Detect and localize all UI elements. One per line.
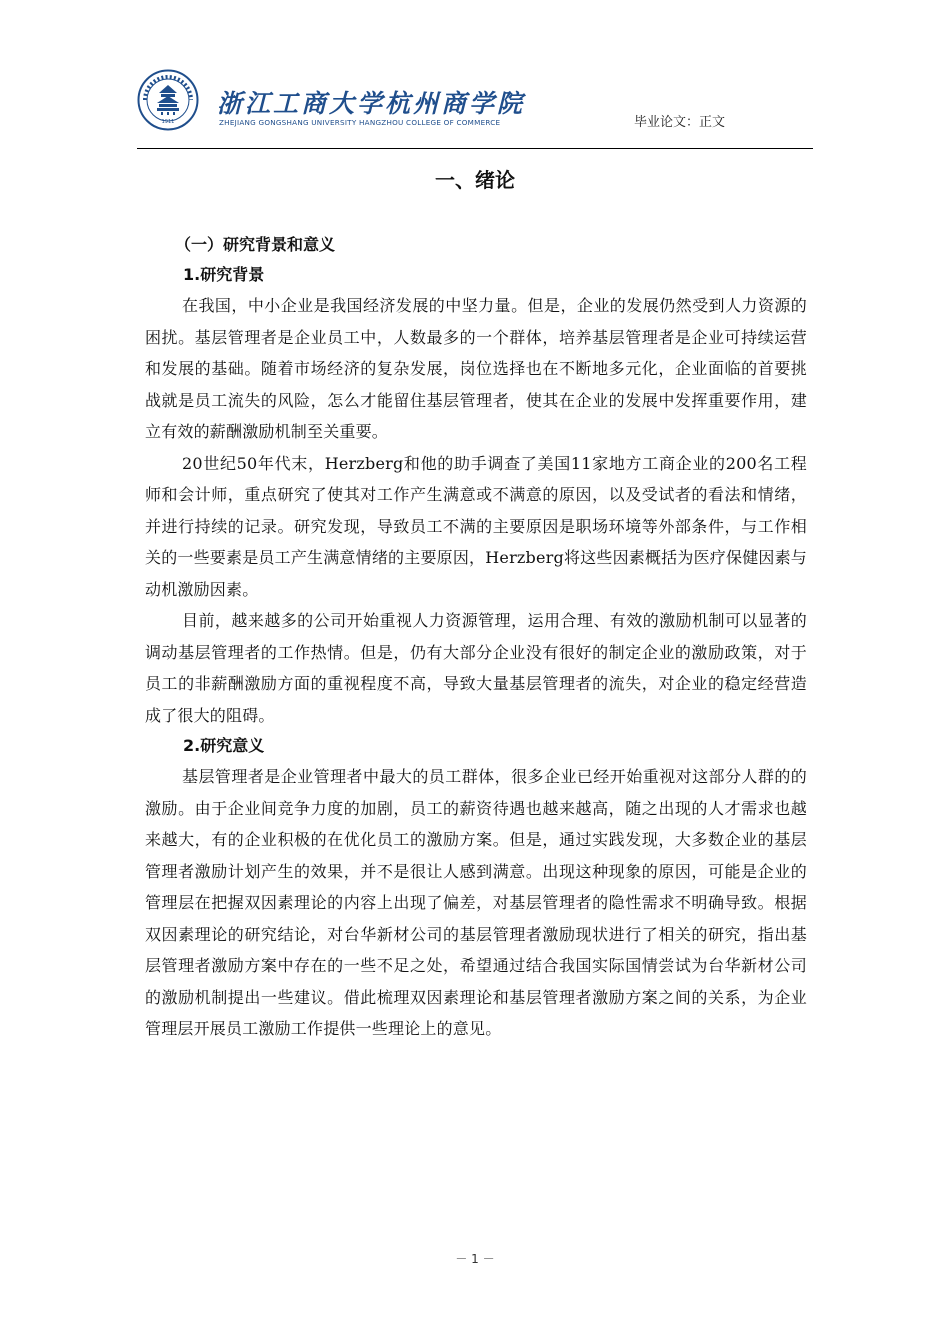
page-header bbox=[137, 66, 813, 150]
subsection-heading-background: 1.研究背景 bbox=[183, 265, 265, 284]
university-seal-logo bbox=[137, 69, 199, 131]
subsection-heading-significance: 2.研究意义 bbox=[183, 736, 265, 755]
chapter-title: 一、绪论 bbox=[435, 168, 515, 192]
university-name-english: ZHEJIANG GONGSHANG UNIVERSITY HANGZHOU COLLEGE OF COMMERCE bbox=[219, 118, 501, 127]
paragraph: 基层管理者是企业管理者中最大的员工群体，很多企业已经开始重视对这部分人群的的激励。由于企业间竞争力度的加剧，员工的薪资待遇也越来越高，随之出现的人才需求也越来越大，有的企业积极的在优化员工的激励方案。但是，通过实践发现，大多数企业的基层管理者激励计划产生的效果，并不是很让人感到满意。出现这种现象的原因，可能是企业的管理层在把握双因素理论的内容上出现了偏差，对基层管理者的隐性需求不明确导致。根据双因素理论的研究结论，对台华新材公司的基层管理者激励现状进行了相关的研究，指出基层管理者激励方案中存在的一些不足之处，希望通过结合我国实际国情尝试为台华新材公司的激励机制提出一些建议。借此梳理双因素理论和基层管理者激励方案之间的关系，为企业管理层开展员工激励工作提供一些理论上的意见。 bbox=[145, 767, 807, 1038]
university-name-logo: 浙江工商大学杭州商学院 bbox=[217, 89, 526, 118]
body-content bbox=[145, 230, 807, 1045]
page-number: － 1 － bbox=[455, 1252, 495, 1266]
section-heading: （一）研究背景和意义 bbox=[175, 235, 336, 254]
paragraph: 目前，越来越多的公司开始重视人力资源管理，运用合理、有效的激励机制可以显著的调动基层管理者的工作热情。但是，仍有大部分企业没有很好的制定企业的激励政策，对于员工的非薪酬激励方面的重视程度不高，导致大量基层管理者的流失，对企业的稳定经营造成了很大的阻碍。 bbox=[145, 611, 807, 725]
header-label: 毕业论文：正文 bbox=[633, 115, 725, 130]
header-divider bbox=[137, 148, 813, 149]
paragraph: 20世纪50年代末，Herzberg和他的助手调查了美国11家地方工商企业的200名工程师和会计师，重点研究了使其对工作产生满意或不满意的原因，以及受试者的看法和情绪，并进行持续的记录。研究发现，导致员工不满的主要原因是职场环境等外部条件，与工作相关的一些要素是员工产生满意情绪的主要原因，Herzberg将这些因素概括为医疗保健因素与动机激励因素。 bbox=[145, 453, 807, 599]
seal-year: 1911 bbox=[161, 119, 175, 125]
paragraph: 在我国，中小企业是我国经济发展的中坚力量。但是，企业的发展仍然受到人力资源的困扰。基层管理者是企业员工中，人数最多的一个群体，培养基层管理者是企业可持续运营和发展的基础。随着市场经济的复杂发展，岗位选择也在不断地多元化，企业面临的首要挑战就是员工流失的风险，怎么才能留住基层管理者，使其在企业的发展中发挥重要作用，建立有效的薪酬激励机制至关重要。 bbox=[145, 296, 807, 441]
